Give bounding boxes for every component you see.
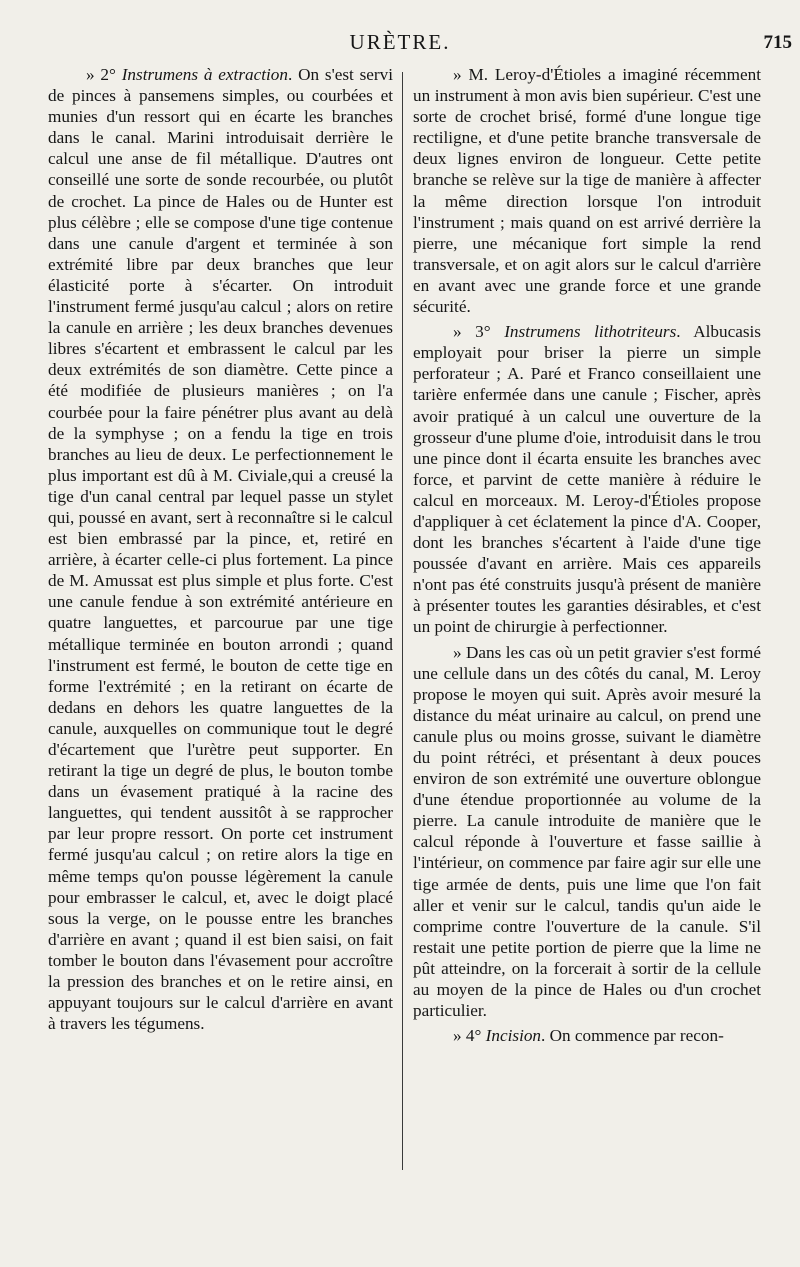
- paragraph-extraction-instruments: [48, 64, 393, 1034]
- left-column: [48, 64, 393, 1038]
- right-column: [413, 64, 761, 1050]
- paragraph-gravier-cellule: » Dans les cas où un petit gravier s'est formé une cellule dans un des côtés du canal, M. Leroy propose le moyen qui suit. Après avoir mesuré la distance du méat urinaire au calcul, on prend une canule plus ou moins grosse, suivant le diamètre du point rétréci, et présentant à deux pouces environ de son extrémité une ouverture oblongue d'une étendue proportionnée au volume de la pierre. La canule introduite de manière que le calcul réponde à l'ouverture et fasse saillie à l'intérieur, on commence par faire agir sur elle une tige armée de dents, puis une lime que l'on fait aller et venir sur le calcul, tandis qu'un aide le comprime contre l'ouverture de la canule. S'il restait une petite portion de pierre que la lime ne pût atteindre, on la forcerait à sortir de la cellule au moyen de la pince de Hales ou d'un crochet particulier.: [413, 642, 761, 1021]
- paragraph-text: . Albucasis employait pour briser la pierre un simple perforateur ; A. Paré et Franco conseillaient une tarière enfermée dans une canule ; Fischer, après avoir pratiqué à un calcul une ouverture de la grosseur d'une plume d'oie, introduisit dans le trou une pince dont il écarta ensuite les branches avec force, et parvint de cette manière à réduire le calcul en morceaux. M. Leroy-d'Étioles propose d'appliquer à cet éclatement la pince d'A. Cooper, dont les branches s'écartent à l'aide d'une tige poussée d'avant en arrière. Mais ces appareils n'ont pas été construits jusqu'à présent de manière à présenter toutes les garanties désirables, et c'est un point de chirurgie à perfectionner.: [413, 322, 761, 637]
- running-title: URÈTRE.: [349, 30, 451, 54]
- page-header: [0, 30, 800, 60]
- paragraph-text: . On commence par recon-: [541, 1026, 724, 1046]
- paragraph-lithotrite-instruments: [413, 321, 761, 637]
- paragraph-lead: » 3°: [453, 322, 505, 342]
- section-heading-incision: Incision: [485, 1026, 542, 1046]
- paragraph-lead: » 4°: [453, 1026, 486, 1046]
- column-divider: [402, 72, 403, 1170]
- section-heading-lithotriteurs: Instrumens lithotriteurs: [504, 322, 677, 342]
- page-number: 715: [763, 32, 792, 53]
- paragraph-incision: [413, 1025, 761, 1046]
- paragraph-lead: » 2°: [86, 65, 122, 84]
- paragraph-leroy-crochet: » M. Leroy-d'Étioles a imaginé récemment un instrument à mon avis bien supérieur. C'est une sorte de crochet brisé, formé d'une longue tige rectiligne, et d'une petite branche transversale de deux lignes environ de longueur. Cette petite branche se relève sur la tige de manière à affecter la même direction lorsque l'on introduit l'instrument ; mais quand on est arrivé derrière la pierre, une mécanique fort simple la rend transversale, et on agit alors sur le calcul d'arrière en avant avec une grande force et une grande sécurité.: [413, 65, 761, 317]
- section-heading-extraction: Instrumens à extraction: [121, 65, 288, 84]
- paragraph-text: . On s'est servi de pinces à pansemens simples, ou courbées et munies d'un ressort qui en écarte les branches dans le canal. Marini introduisait derrière le calcul une anse de fil métallique. D'autres ont conseillé une sorte de sonde recourbée, ou plutôt de crochet. La pince de Hales ou de Hunter est plus célèbre ; elle se compose d'une tige contenue dans une canule d'argent et terminée à son extrémité libre par deux branches que leur élasticité porte à s'écarter. On introduit l'instrument fermé jusqu'au calcul ; alors on retire la canule en arrière ; les deux branches devenues libres s'écartent et embrassent le calcul par les deux extrémités de son diamètre. Cette pince a été modifiée de plusieurs manières ; on l'a courbée pour la faire pénétrer plus avant au delà de la symphyse ; on a fendu la tige en trois branches au lieu de deux. Le perfectionnement le plus important est dû à M. Civiale,qui a creusé la tige d'un canal central par lequel passe un stylet qui, poussé en avant, sert à reconnaître si le calcul est bien embrassé par la pince, et, retiré en arrière, à écarter celle-ci plus fortement. La pince de M. Amussat est plus simple et plus forte. C'est une canule fendue à son extrémité antérieure en quatre languettes, et parcourue par une tige métallique terminée en bouton arrondi ; quand l'instrument est fermé, le bouton de cette tige en forme l'extrémité ; en la retirant on écarte de dedans en dehors les quatre languettes de la canule, auxquelles on communique tout le degré d'écartement que l'urètre peut supporter. En retirant la tige un degré de plus, le bouton tombe dans un évasement pratiqué à la racine des languettes, qui tendent aussitôt à se rapprocher par leur propre ressort. On porte cet instrument fermé jusqu'au calcul ; on retire alors la tige en même temps qu'on pousse légèrement la canule pour embrasser le calcul, et, avec le doigt placé sous la verge, on le pousse entre les branches d'arrière en avant ; quand il est bien saisi, on fait tomber le bouton dans l'évasement pour accroître la pression des branches et on le retire ainsi, en appuyant toujours sur le calcul d'arrière en avant à travers les tégumens.: [48, 65, 394, 1034]
